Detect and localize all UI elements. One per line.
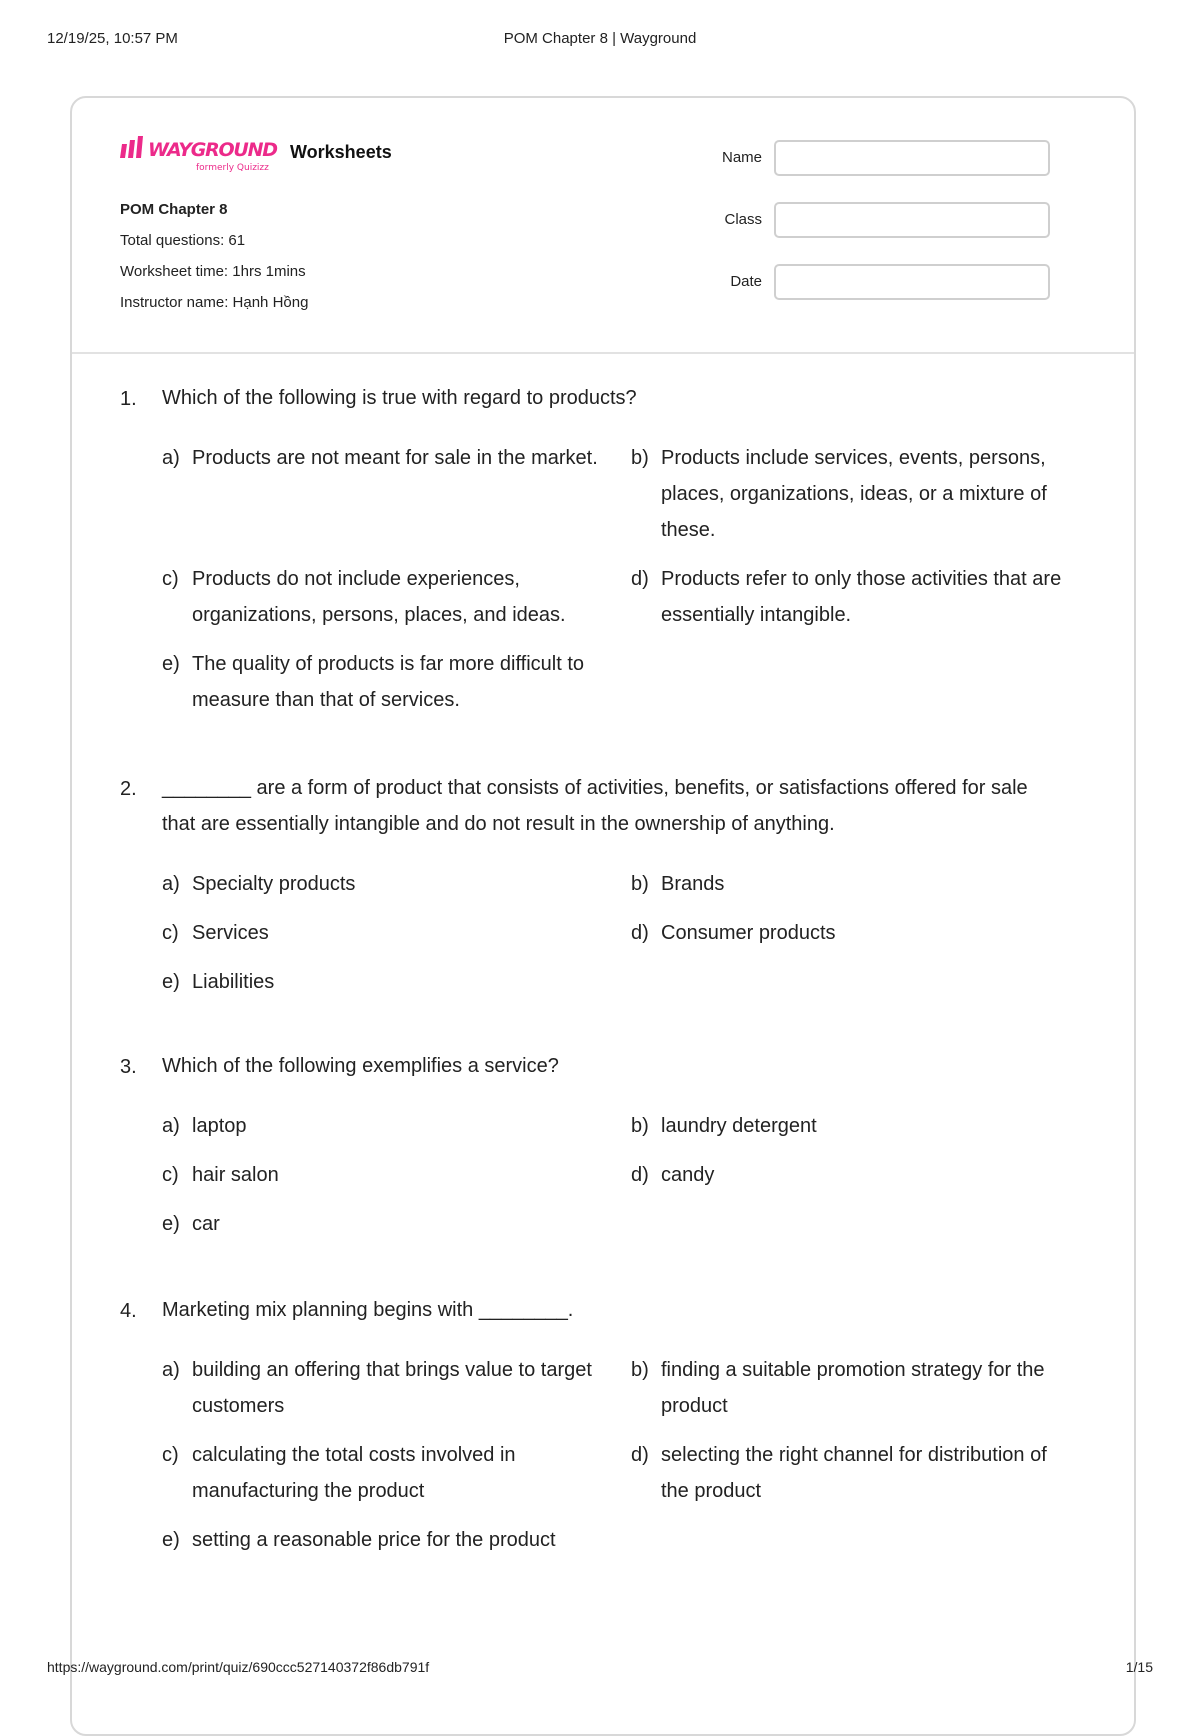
option-letter: e) <box>162 1529 180 1551</box>
option-letter: c) <box>162 1444 179 1466</box>
question-text: Which of the following is true with regard to products? <box>162 387 637 409</box>
class-label: Class <box>724 211 762 228</box>
option-letter: d) <box>631 922 649 944</box>
date-label: Date <box>730 273 762 290</box>
option-text: candy <box>661 1164 715 1186</box>
option-letter: e) <box>162 653 180 675</box>
question-number: 2. <box>120 778 137 800</box>
option-letter: a) <box>162 1359 180 1381</box>
option-letter: d) <box>631 1444 649 1466</box>
option-text: car <box>192 1213 220 1235</box>
date-row <box>692 264 1062 300</box>
option-letter: a) <box>162 873 180 895</box>
option-text: Products include services, events, persons, places, organizations, ideas, or a mixture of these. <box>661 447 1047 541</box>
option-d[interactable] <box>631 1157 1076 1193</box>
option-b[interactable] <box>631 1352 1076 1424</box>
question-number: 3. <box>120 1056 137 1078</box>
option-text: Specialty products <box>192 873 356 895</box>
option-text: Products are not meant for sale in the market. <box>192 447 598 469</box>
option-b[interactable] <box>631 1108 1076 1144</box>
option-text: building an offering that brings value to target customers <box>192 1359 592 1417</box>
class-field[interactable] <box>774 202 1050 238</box>
instructor-name: Instructor name: Hạnh Hồng <box>120 294 309 311</box>
date-field[interactable] <box>774 264 1050 300</box>
option-letter: b) <box>631 873 649 895</box>
option-text: Products do not include experiences, organizations, persons, places, and ideas. <box>192 568 566 626</box>
page-number: 1/15 <box>1125 1659 1153 1675</box>
option-letter: a) <box>162 1115 180 1137</box>
option-letter: c) <box>162 922 179 944</box>
option-e[interactable] <box>162 1206 607 1242</box>
option-letter: d) <box>631 568 649 590</box>
print-footer <box>47 1659 1153 1679</box>
class-row <box>692 202 1062 238</box>
question-number: 4. <box>120 1300 137 1322</box>
option-text: hair salon <box>192 1164 279 1186</box>
option-a[interactable] <box>162 1108 607 1144</box>
option-b[interactable] <box>631 440 1076 548</box>
option-d[interactable] <box>631 561 1076 633</box>
logo-subtext: formerly Quizizz <box>196 163 269 173</box>
option-text: Services <box>192 922 269 944</box>
name-row <box>692 140 1062 176</box>
option-letter: d) <box>631 1164 649 1186</box>
option-a[interactable] <box>162 1352 607 1424</box>
option-text: laptop <box>192 1115 247 1137</box>
option-text: selecting the right channel for distribution of the product <box>661 1444 1047 1502</box>
question-text: Marketing mix planning begins with ________. <box>162 1299 574 1321</box>
option-e[interactable] <box>162 964 607 1000</box>
question-text: ________ are a form of product that consists of activities, benefits, or satisfactions offered for sale that are essentially intangible and do not result in the ownership of anything. <box>162 777 1028 835</box>
worksheet-header <box>72 98 1134 354</box>
option-letter: c) <box>162 568 179 590</box>
name-field[interactable] <box>774 140 1050 176</box>
print-datetime: 12/19/25, 10:57 PM <box>47 30 178 47</box>
option-e[interactable] <box>162 646 607 718</box>
name-label: Name <box>721 149 762 166</box>
logo-wordmark: WAYGROUND <box>148 139 278 161</box>
option-text: Consumer products <box>661 922 836 944</box>
option-text: laundry detergent <box>661 1115 817 1137</box>
option-c[interactable] <box>162 1157 607 1193</box>
option-a[interactable] <box>162 440 607 476</box>
option-a[interactable] <box>162 866 607 902</box>
worksheet-title: POM Chapter 8 <box>120 201 228 218</box>
question-text: Which of the following exemplifies a service? <box>162 1055 559 1077</box>
option-letter: e) <box>162 971 180 993</box>
option-text: finding a suitable promotion strategy for the product <box>661 1359 1045 1417</box>
total-questions: Total questions: 61 <box>120 232 246 249</box>
option-c[interactable] <box>162 1437 607 1509</box>
option-d[interactable] <box>631 915 1076 951</box>
option-text: calculating the total costs involved in manufacturing the product <box>192 1444 516 1502</box>
worksheet-time: Worksheet time: 1hrs 1mins <box>120 263 306 280</box>
option-letter: a) <box>162 447 180 469</box>
option-e[interactable] <box>162 1522 607 1558</box>
option-letter: b) <box>631 447 649 469</box>
option-letter: b) <box>631 1115 649 1137</box>
worksheet-card <box>70 96 1136 1736</box>
option-text: Brands <box>661 873 725 895</box>
option-c[interactable] <box>162 915 607 951</box>
print-url: https://wayground.com/print/quiz/690ccc527140372f86db791f <box>47 1659 430 1675</box>
print-page-title: POM Chapter 8 | Wayground <box>503 30 697 47</box>
wayground-logo <box>120 134 280 174</box>
option-letter: e) <box>162 1213 180 1235</box>
option-letter: b) <box>631 1359 649 1381</box>
print-header <box>47 30 1153 50</box>
option-text: setting a reasonable price for the product <box>192 1529 556 1551</box>
option-d[interactable] <box>631 1437 1076 1509</box>
option-text: Liabilities <box>192 971 275 993</box>
option-c[interactable] <box>162 561 607 633</box>
section-name: Worksheets <box>290 142 392 162</box>
worksheet-meta <box>120 200 308 324</box>
option-letter: c) <box>162 1164 179 1186</box>
option-b[interactable] <box>631 866 1076 902</box>
option-text: Products refer to only those activities that are essentially intangible. <box>661 568 1062 626</box>
option-text: The quality of products is far more difficult to measure than that of services. <box>192 653 585 711</box>
question-number: 1. <box>120 388 137 410</box>
